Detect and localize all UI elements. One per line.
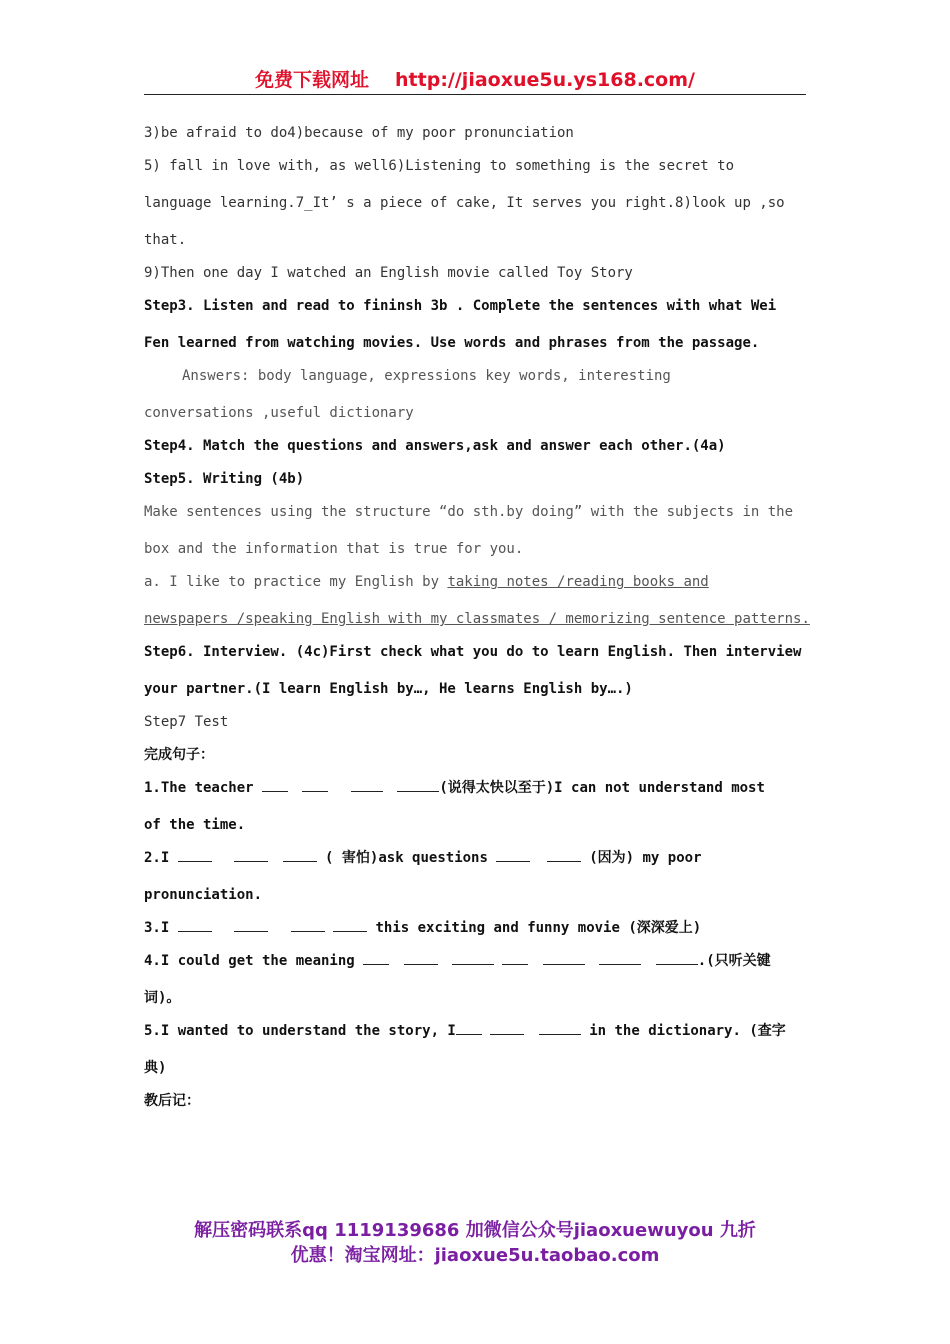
- example-line: [144, 569, 808, 606]
- answer-blank[interactable]: [351, 775, 383, 792]
- answer-blank[interactable]: [283, 845, 317, 862]
- text-line: 9)Then one day I watched an English movie called Toy Story: [144, 265, 633, 281]
- question-3-hint: this exciting and funny movie (深深爱上): [375, 920, 702, 936]
- question-4-text: 4.I could get the meaning: [144, 953, 355, 969]
- answer-blank[interactable]: [656, 948, 698, 965]
- answer-blank[interactable]: [397, 775, 439, 792]
- question-3: [144, 915, 808, 948]
- question-1-cont: of the time.: [144, 817, 246, 833]
- step3-heading-cont: Fen learned from watching movies. Use words and phrases from the passage.: [144, 335, 760, 351]
- question-2-hint2: (因为) my poor: [589, 850, 702, 866]
- step5-heading: Step5. Writing (4b): [144, 471, 305, 487]
- question-5-text: 5.I wanted to understand the story, I: [144, 1023, 456, 1039]
- question-5-hint: in the dictionary. (查字: [589, 1023, 786, 1039]
- answer-blank[interactable]: [539, 1018, 581, 1035]
- answer-blank[interactable]: [456, 1018, 482, 1035]
- answer-blank[interactable]: [452, 948, 494, 965]
- step4-heading: Step4. Match the questions and answers,ask and answer each other.(4a): [144, 438, 726, 454]
- question-4: [144, 948, 808, 985]
- answer-blank[interactable]: [490, 1018, 524, 1035]
- instruction-line-cont: box and the information that is true for you.: [144, 541, 524, 557]
- question-2-text: 2.I: [144, 850, 170, 866]
- answer-blank[interactable]: [262, 775, 288, 792]
- footer-line-2: 优惠！淘宝网址：jiaoxue5u.taobao.com: [290, 1245, 660, 1266]
- example-underlined-cont: newspapers /speaking English with my classmates / memorizing sentence patterns.: [144, 611, 810, 627]
- answer-blank[interactable]: [178, 845, 212, 862]
- page-header: [144, 66, 806, 95]
- step7-heading: Step7 Test: [144, 714, 229, 730]
- answer-blank[interactable]: [291, 915, 325, 932]
- page-footer: [0, 1218, 950, 1268]
- reflection-label: 教后记：: [144, 1093, 200, 1109]
- question-4-cont: 词)。: [144, 990, 181, 1006]
- answers-line: Answers: body language, expressions key words, interesting: [182, 368, 671, 384]
- answer-blank[interactable]: [234, 845, 268, 862]
- example-underlined: taking notes /reading books and: [447, 574, 709, 590]
- question-1-text: 1.The teacher: [144, 780, 254, 796]
- question-2-hint: ( 害怕)ask questions: [325, 850, 488, 866]
- question-1-hint: (说得太快以至于)I can not understand most: [439, 780, 765, 796]
- question-5: [144, 1018, 808, 1055]
- answer-blank[interactable]: [543, 948, 585, 965]
- header-site-name: 免费下载网址: [255, 69, 370, 91]
- question-5-cont: 典): [144, 1060, 167, 1076]
- step6-heading: Step6. Interview. (4c)First check what you do to learn English. Then interview: [144, 644, 802, 660]
- text-line: 5) fall in love with, as well6)Listening to something is the secret to: [144, 158, 735, 174]
- header-url[interactable]: http://jiaoxue5u.ys168.com/: [395, 69, 695, 91]
- answer-blank[interactable]: [178, 915, 212, 932]
- step3-heading: Step3. Listen and read to fininsh 3b . Complete the sentences with what Wei: [144, 298, 777, 314]
- answer-blank[interactable]: [547, 845, 581, 862]
- question-3-text: 3.I: [144, 920, 170, 936]
- answer-blank[interactable]: [363, 948, 389, 965]
- step6-heading-cont: your partner.(I learn English by…, He learns English by….): [144, 681, 633, 697]
- document-body: [144, 120, 808, 1121]
- question-1: [144, 775, 808, 812]
- answer-blank[interactable]: [599, 948, 641, 965]
- footer-line-1: 解压密码联系qq 1119139686 加微信公众号jiaoxuewuyou 九折: [194, 1220, 756, 1241]
- question-2: [144, 845, 808, 882]
- text-line: that.: [144, 232, 187, 248]
- answer-blank[interactable]: [502, 948, 528, 965]
- question-4-hint: .(只听关键: [697, 953, 771, 969]
- example-prefix: a. I like to practice my English by: [144, 574, 448, 590]
- answer-blank[interactable]: [404, 948, 438, 965]
- answer-blank[interactable]: [496, 845, 530, 862]
- text-line: 3)be afraid to do4)because of my poor pronunciation: [144, 125, 574, 141]
- answer-blank[interactable]: [333, 915, 367, 932]
- answer-blank[interactable]: [302, 775, 328, 792]
- instruction-line: Make sentences using the structure “do sth.by doing” with the subjects in the: [144, 504, 794, 520]
- exercise-title: 完成句子：: [144, 747, 214, 763]
- answers-line-cont: conversations ,useful dictionary: [144, 405, 414, 421]
- answer-blank[interactable]: [234, 915, 268, 932]
- text-line: language learning.7_It’ s a piece of cake, It serves you right.8)look up ,so: [144, 195, 785, 211]
- question-2-cont: pronunciation.: [144, 887, 263, 903]
